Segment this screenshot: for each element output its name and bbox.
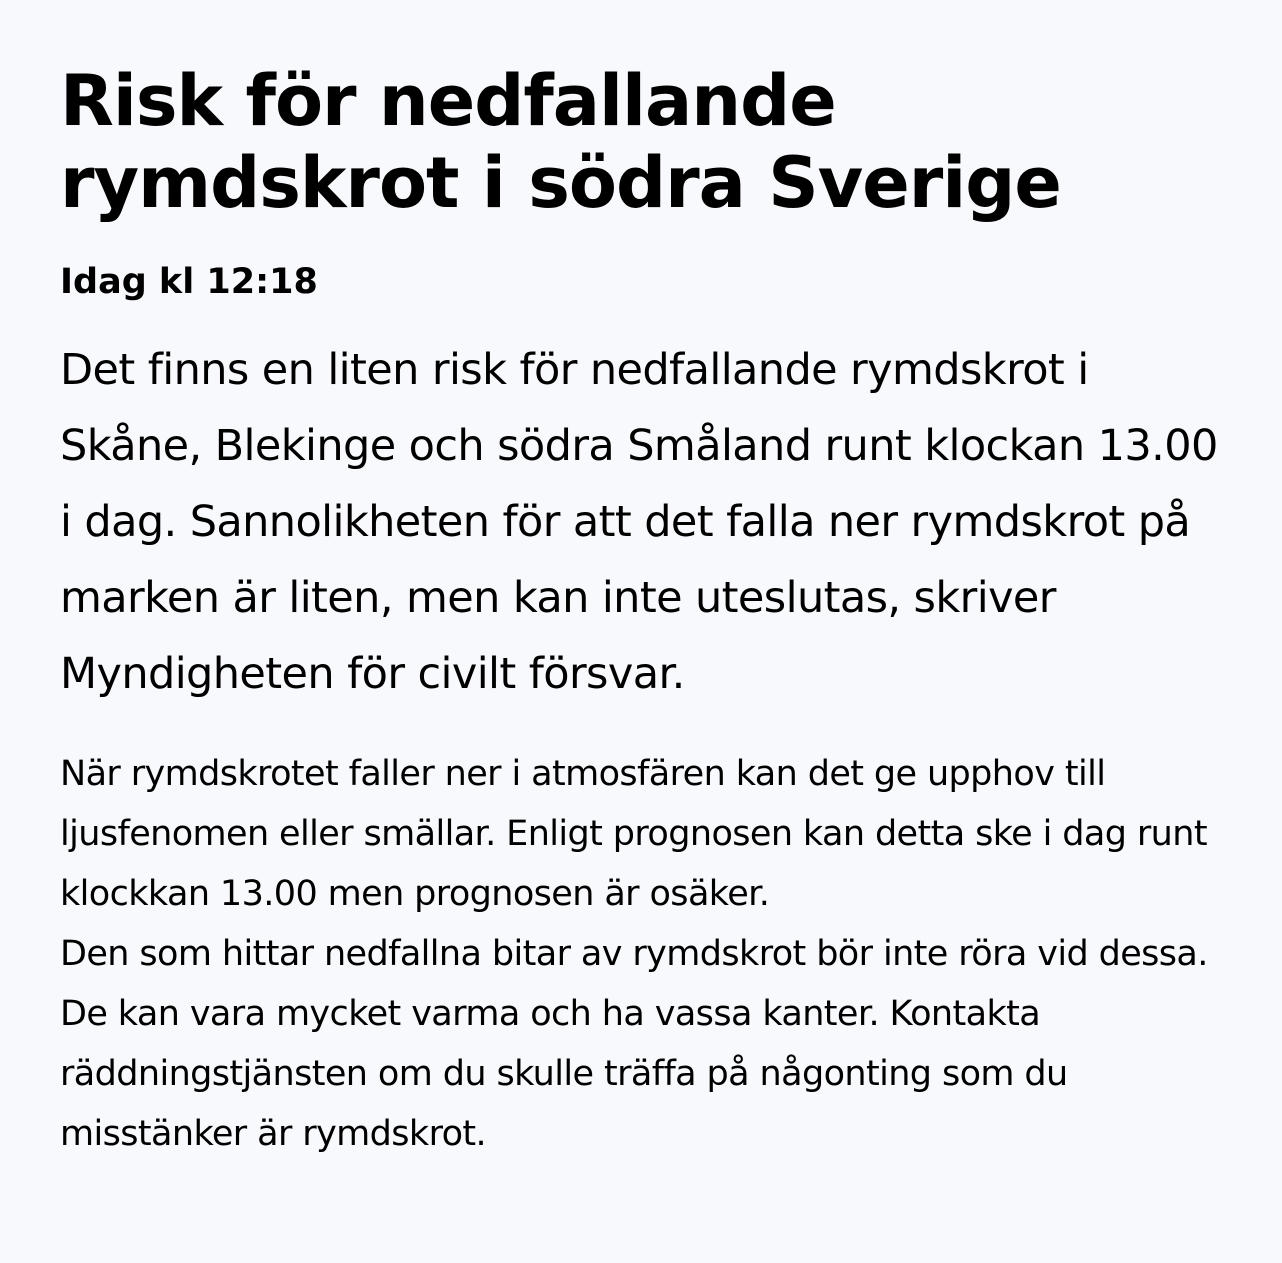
- body-paragraph: Den som hittar nedfallna bitar av rymdskrot bör inte röra vid dessa. De kan vara mycket varma och ha vassa kanter. Kontakta räddningstjänsten om du skulle träffa på någonting som du misstänker är rymdskrot.: [60, 934, 1208, 1154]
- article-lead: Det finns en liten risk för nedfallande rymdskrot i Skåne, Blekinge och södra Småland runt klockan 13.00 i dag. Sannolikheten för att det falla ner rymdskrot på marken är liten, men kan inte uteslutas, skriver Myndigheten för civilt försvar.: [60, 345, 1218, 699]
- body-paragraph: När rymdskrotet faller ner i atmosfären kan det ge upphov till ljusfenomen eller smällar. Enligt prognosen kan detta ske i dag runt klockkan 13.00 men prognosen är osäker.: [60, 754, 1207, 914]
- article-body: [60, 744, 1224, 1164]
- article-headline: Risk för nedfallande rymdskrot i södra Sverige: [60, 60, 1061, 224]
- article-timestamp: Idag kl 12:18: [60, 262, 318, 302]
